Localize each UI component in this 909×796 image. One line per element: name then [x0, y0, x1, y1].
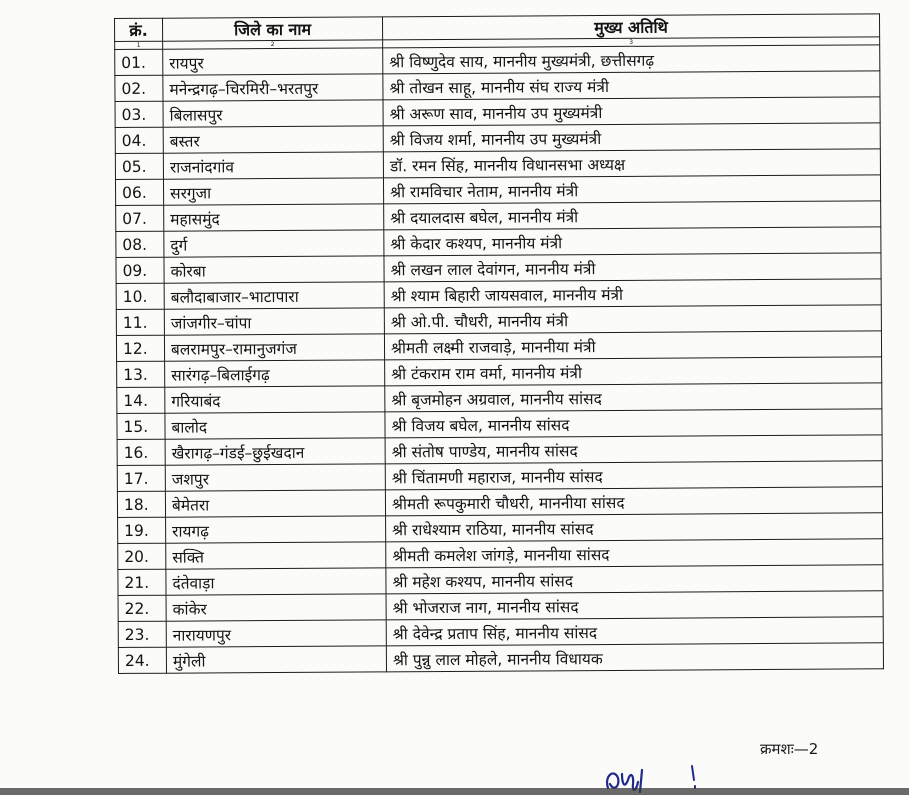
header-sno: क्रं. [115, 18, 163, 41]
cell-sno: 03. [115, 101, 163, 127]
cell-sno: 12. [116, 335, 164, 361]
cell-sno: 06. [115, 179, 163, 205]
cell-guest: श्री विजय शर्मा, माननीय उप मुख्यमंत्री [383, 123, 880, 152]
cell-guest: श्रीमती कमलेश जांगड़े, माननीया सांसद [386, 539, 883, 568]
cell-sno: 20. [118, 543, 166, 569]
cell-guest: श्री बृजमोहन अग्रवाल, माननीय सांसद [385, 383, 882, 412]
header-district: जिले का नाम [163, 17, 383, 41]
cell-district: रायपुर [163, 48, 383, 75]
cell-district: रायगढ़ [166, 516, 386, 543]
cropped-top-text [120, 0, 720, 5]
cell-district: सरगुजा [163, 178, 383, 205]
cell-sno: 17. [117, 465, 165, 491]
cell-guest: श्रीमती रूपकुमारी चौधरी, माननीया सांसद [385, 487, 882, 516]
cell-district: खैरागढ़–गंडई–छुईखदान [165, 438, 385, 465]
cell-guest: श्री राधेश्याम राठिया, माननीय सांसद [386, 513, 883, 542]
cell-sno: 18. [117, 491, 165, 517]
cell-sno: 13. [117, 361, 165, 387]
cell-guest: श्री महेश कश्यप, माननीय सांसद [386, 565, 883, 594]
cell-guest: श्री तोखन साहू, माननीय संघ राज्य मंत्री [383, 71, 880, 100]
cell-district: बिलासपुर [163, 100, 383, 127]
cell-district: मुंगेली [166, 646, 386, 673]
chief-guest-table [114, 13, 884, 674]
cell-district: महासमुंद [164, 204, 384, 231]
cell-guest: श्री पुन्नु लाल मोहले, माननीय विधायक [386, 643, 883, 672]
cell-guest: श्री विष्णुदेव साय, माननीय मुख्यमंत्री, छत्तीसगढ़ [383, 45, 880, 74]
scan-edge [0, 788, 909, 795]
cell-district: गरियाबंद [165, 386, 385, 413]
cell-district: जशपुर [165, 464, 385, 491]
cell-guest: डॉ. रमन सिंह, माननीय विधानसभा अध्यक्ष [383, 149, 880, 178]
cell-district: बालोद [165, 412, 385, 439]
cell-district: बलरामपुर–रामानुजगंज [164, 334, 384, 361]
cell-guest: श्री रामविचार नेताम, माननीय मंत्री [383, 175, 880, 204]
cell-district: सारंगढ़–बिलाईगढ़ [165, 360, 385, 387]
cell-sno: 01. [115, 49, 163, 75]
cell-guest: श्री भोजराज नाग, माननीय सांसद [386, 591, 883, 620]
cell-sno: 08. [116, 231, 164, 257]
cell-sno: 16. [117, 439, 165, 465]
cell-sno: 04. [115, 127, 163, 153]
continued-marker: क्रमशः—2 [760, 740, 819, 758]
cell-sno: 21. [118, 569, 166, 595]
cell-sno: 05. [115, 153, 163, 179]
header-guest: मुख्य अतिथि [382, 14, 879, 40]
cell-district: दुर्ग [164, 230, 384, 257]
cell-sno: 22. [118, 595, 166, 621]
cell-guest: श्री केदार कश्यप, माननीय मंत्री [384, 227, 881, 256]
cell-sno: 09. [116, 257, 164, 283]
cell-sno: 02. [115, 75, 163, 101]
cell-guest: श्री टंकराम राम वर्मा, माननीय मंत्री [385, 357, 882, 386]
cell-guest: श्री ओ.पी. चौधरी, माननीय मंत्री [384, 305, 881, 334]
cell-district: जांजगीर–चांपा [164, 308, 384, 335]
cell-district: बस्तर [163, 126, 383, 153]
cell-guest: श्री विजय बघेल, माननीय सांसद [385, 409, 882, 438]
cell-sno: 11. [116, 309, 164, 335]
column-number: 1 [115, 41, 163, 49]
cell-district: मनेन्द्रगढ़–चिरमिरी–भरतपुर [163, 74, 383, 101]
cell-sno: 15. [117, 413, 165, 439]
cell-district: राजनांदगांव [163, 152, 383, 179]
cell-guest: श्री दयालदास बघेल, माननीय मंत्री [384, 201, 881, 230]
cell-sno: 07. [116, 205, 164, 231]
table-row [118, 643, 883, 674]
cell-guest: श्री संतोष पाण्डेय, माननीय सांसद [385, 435, 882, 464]
cell-sno: 19. [118, 517, 166, 543]
cell-district: दंतेवाड़ा [166, 568, 386, 595]
cell-district: कांकेर [166, 594, 386, 621]
cell-guest: श्री अरूण साव, माननीय उप मुख्यमंत्री [383, 97, 880, 126]
cell-sno: 23. [118, 621, 166, 647]
cell-guest: श्री श्याम बिहारी जायसवाल, माननीय मंत्री [384, 279, 881, 308]
cell-guest: श्रीमती लक्ष्मी राजवाड़े, माननीया मंत्री [384, 331, 881, 360]
cell-guest: श्री चिंतामणी महाराज, माननीय सांसद [385, 461, 882, 490]
cell-district: बलौदाबाजार–भाटापारा [164, 282, 384, 309]
cell-sno: 10. [116, 283, 164, 309]
cell-district: बेमेतरा [165, 490, 385, 517]
cell-district: नारायणपुर [166, 620, 386, 647]
column-number: 3 [383, 37, 880, 48]
column-number: 2 [163, 40, 383, 49]
cell-guest: श्री देवेन्द्र प्रताप सिंह, माननीय सांसद [386, 617, 883, 646]
cell-district: कोरबा [164, 256, 384, 283]
cell-sno: 14. [117, 387, 165, 413]
cell-guest: श्री लखन लाल देवांगन, माननीय मंत्री [384, 253, 881, 282]
table-body [115, 45, 884, 674]
cell-sno: 24. [118, 647, 166, 673]
cell-district: सक्ति [166, 542, 386, 569]
